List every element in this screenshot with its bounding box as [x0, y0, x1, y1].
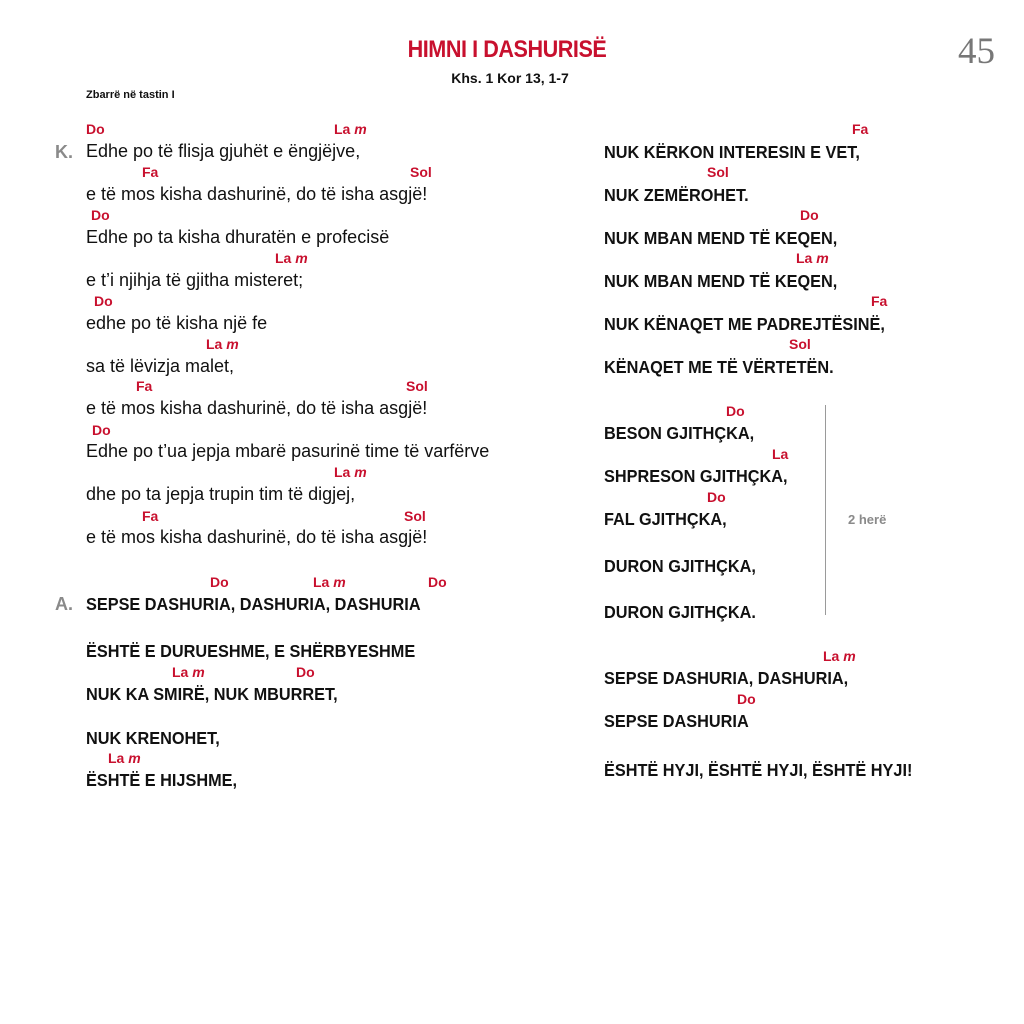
chord: Do [707, 489, 726, 505]
chord: Fa [871, 293, 888, 309]
chorus-line-19: ËSHTË HYJI, ËSHTË HYJI, ËSHTË HYJI! [604, 760, 913, 780]
chord: Do [296, 664, 315, 680]
chorus-line-7: NUK ZEMËROHET. [604, 185, 749, 205]
verse-line-3: Edhe po ta kisha dhuratën e profecisë [86, 227, 390, 247]
chorus-line-10: NUK KËNAQET ME PADREJTËSINË, [604, 314, 885, 334]
chord: Fa [142, 508, 159, 524]
chorus-line-15: DURON GJITHÇKA, [604, 556, 756, 576]
chord: Sol [789, 336, 811, 352]
chord: La m [275, 250, 308, 266]
chorus-line-18: SEPSE DASHURIA [604, 711, 749, 731]
chord: Do [737, 691, 756, 707]
chord: Do [428, 574, 447, 590]
chorus-line-17: SEPSE DASHURIA, DASHURIA, [604, 668, 849, 688]
verse-marker: K. [55, 142, 73, 162]
chorus-line-2: ËSHTË E DURUESHME, E SHËRBYESHME [86, 641, 416, 661]
chord: Do [210, 574, 229, 590]
chord: La m [206, 336, 239, 352]
scripture-reference: Khs. 1 Kor 13, 1-7 [451, 70, 569, 86]
chorus-line-8: NUK MBAN MEND TË KEQEN, [604, 228, 838, 248]
verse-line-1: Edhe po të flisja gjuhët e ëngjëjve, [86, 141, 361, 161]
chord: La [772, 446, 789, 462]
chord: La m [108, 750, 141, 766]
chord: Do [91, 207, 110, 223]
verse-line-4: e t’i njihja të gjitha misteret; [86, 270, 304, 290]
chord: Fa [136, 378, 153, 394]
chorus-line-11: KËNAQET ME TË VËRTETËN. [604, 357, 834, 377]
chord: La m [823, 648, 856, 664]
verse-line-10: e të mos kisha dashurinë, do të isha asgjë! [86, 527, 428, 547]
chord: Do [800, 207, 819, 223]
chorus-line-1: SEPSE DASHURIA, DASHURIA, DASHURIA [86, 594, 421, 614]
repeat-note: 2 herë [848, 512, 887, 527]
verse-line-7: e të mos kisha dashurinë, do të isha asgjë! [86, 398, 428, 418]
chord: Sol [404, 508, 426, 524]
chord: Do [92, 422, 111, 438]
chorus-line-13: SHPRESON GJITHÇKA, [604, 466, 788, 486]
chord: Sol [707, 164, 729, 180]
chord: La m [796, 250, 829, 266]
capo-note: Zbarrë në tastin I [86, 89, 175, 101]
chorus-line-6: NUK KËRKON INTERESIN E VET, [604, 142, 860, 162]
song-title: HIMNI I DASHURISË [407, 36, 607, 63]
page-number: 45 [958, 31, 995, 72]
chorus-line-3: NUK KA SMIRË, NUK MBURRET, [86, 684, 338, 704]
chorus-line-9: NUK MBAN MEND TË KEQEN, [604, 271, 838, 291]
chord: La m [334, 464, 367, 480]
chord: Sol [406, 378, 428, 394]
chord: Fa [142, 164, 159, 180]
verse-line-5: edhe po të kisha një fe [86, 313, 268, 333]
chord: La m [172, 664, 205, 680]
chord: Sol [410, 164, 432, 180]
chord: Fa [852, 121, 869, 137]
verse-line-2: e të mos kisha dashurinë, do të isha asgjë! [86, 184, 428, 204]
verse-line-8: Edhe po t’ua jepja mbarë pasurinë time të varfërve [86, 441, 490, 461]
verse-line-6: sa të lëvizja malet, [86, 356, 235, 376]
chord: Do [94, 293, 113, 309]
chorus-line-5: ËSHTË E HIJSHME, [86, 770, 238, 790]
chord: La m [334, 121, 367, 137]
chord: La m [313, 574, 346, 590]
verse-line-9: dhe po ta jepja trupin tim të digjej, [86, 484, 356, 504]
chorus-line-4: NUK KRENOHET, [86, 728, 220, 748]
chorus-line-12: BESON GJITHÇKA, [604, 423, 755, 443]
chord: Do [86, 121, 105, 137]
repeat-bracket [825, 405, 826, 615]
chorus-line-14: FAL GJITHÇKA, [604, 509, 727, 529]
chorus-marker: A. [55, 594, 73, 614]
chord: Do [726, 403, 745, 419]
chorus-line-16: DURON GJITHÇKA. [604, 602, 756, 622]
